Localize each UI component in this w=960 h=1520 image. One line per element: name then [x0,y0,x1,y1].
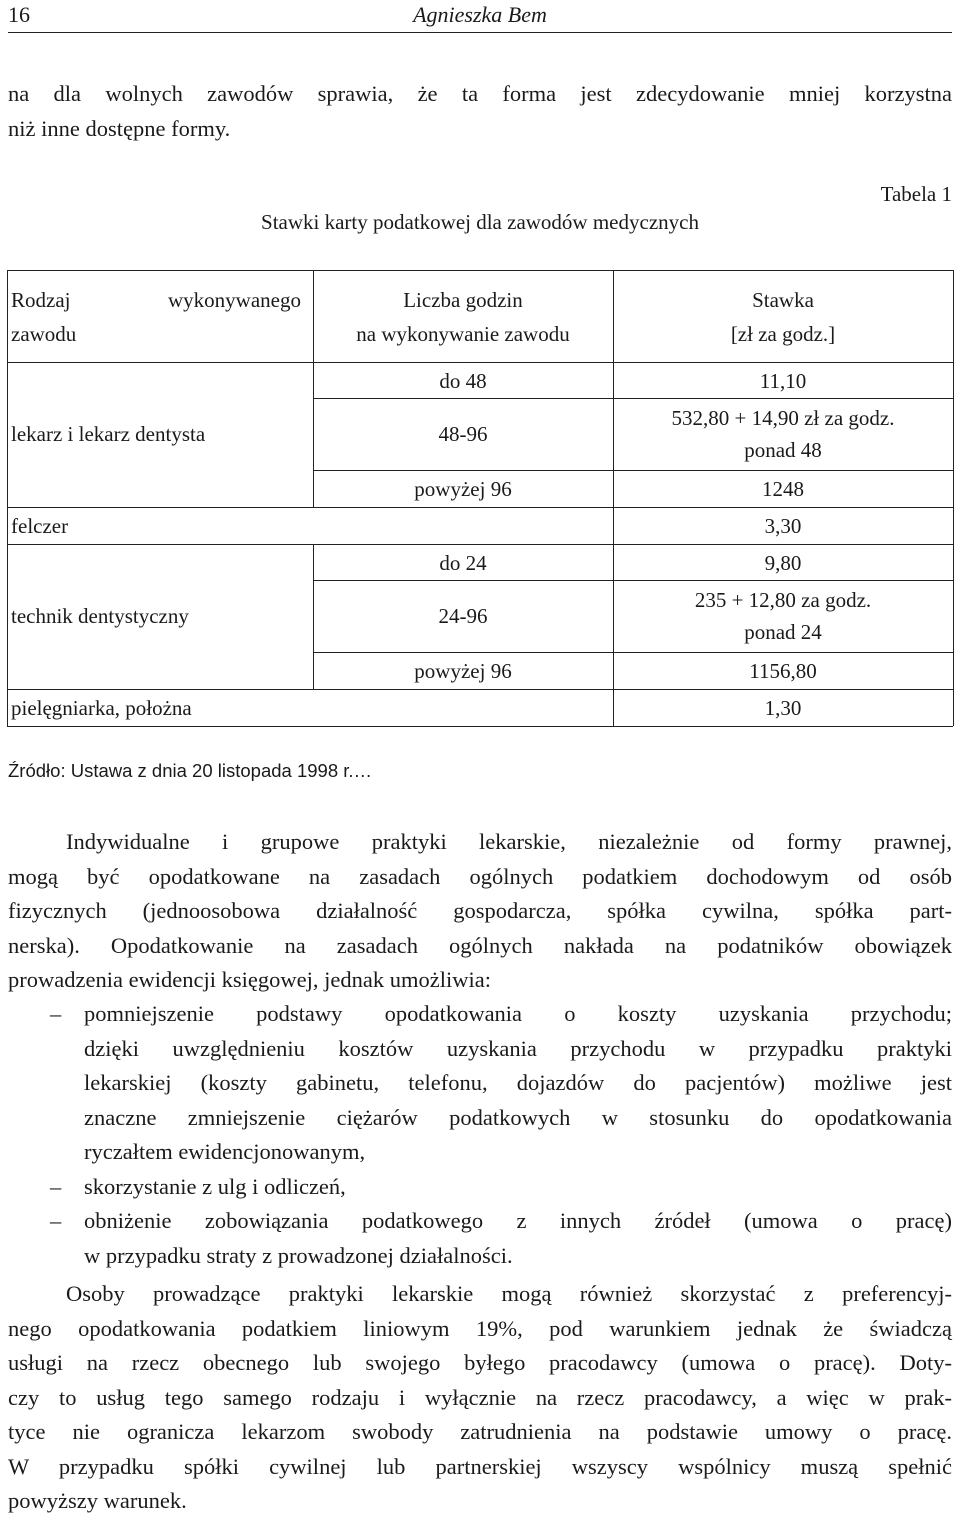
text-line: ryczałtem ewidencjonowanym, [84,1139,366,1164]
text-line: W przypadku spółki cywilnej lub partnerskiej wszyscy wspólnicy muszą spełnić [8,1453,952,1479]
list-item [8,1170,952,1205]
intro-paragraph [8,77,952,146]
rate-cell: 1156,80 [749,659,817,683]
text-line: tyce nie ogranicza lekarzom swobody zatrudnienia na podstawie umowy o pracę. [8,1419,952,1444]
rate-cell: 11,10 [759,369,807,393]
rate-cell: 235 + 12,80 za godz. ponad 24 [694,588,872,644]
rates-table [7,270,953,726]
table-rule [7,689,953,690]
dash-marker: – [50,1001,62,1026]
list-item [8,997,952,1170]
text-line: usługi na rzecz obecnego lub swojego byłego pracodawcy (umowa o pracę). Doty- [8,1350,952,1375]
text-line: lekarskiej (koszty gabinetu, telefonu, dojazdów do pacjentów) możliwe jest [84,1070,952,1095]
text-line: niż inne dostępne formy. [8,115,231,141]
hours-cell: do 24 [439,551,487,575]
body-paragraph [8,1277,952,1519]
table-source: Źródło: Ustawa z dnia 20 listopada 1998 r.… [8,760,373,781]
rate-cell: 1248 [762,477,804,501]
rate-cell: 1,30 [764,696,802,720]
body-paragraph [8,825,952,998]
bullet-list [8,997,952,1273]
hours-cell: 24-96 [438,604,488,628]
header-profession: Rodzaj wykonywanego zawodu [11,288,301,346]
text-line: skorzystanie z ulg i odliczeń, [84,1173,346,1199]
text-line: obniżenie zobowiązania podatkowego z innych źródeł (umowa o pracę) [84,1208,952,1233]
dash-marker: – [50,1208,62,1233]
table-rule [7,507,953,508]
header-rate: Stawka [zł za godz.] [730,288,836,346]
text-line: w przypadku straty z prowadzonej działalności. [84,1242,513,1268]
table-rule [313,398,953,399]
text-line: prowadzenia ewidencji księgowej, jednak umożliwia: [8,967,491,992]
row-name-lekarz: lekarz i lekarz dentysta [11,422,206,446]
table-rule [313,470,953,471]
header-hours: Liczba godzin na wykonywanie zawodu [356,288,570,346]
list-item [8,1204,952,1273]
running-author: Agnieszka Bem [413,2,547,27]
text-line: fizycznych (jednoosobowa działalność gospodarcza, spółka cywilna, spółka part- [8,898,952,923]
row-name-felczer: felczer [11,514,69,538]
text-line: znaczne zmniejszenie ciężarów podatkowych w stosunku do opodatkowania [84,1104,952,1130]
text-line: mogą być opodatkowane na zasadach ogólnych podatkiem dochodowym od osób [8,863,952,889]
dash-marker: – [50,1173,62,1199]
page-number: 16 [8,2,30,27]
text-line: na dla wolnych zawodów sprawia, że ta forma jest zdecydowanie mniej korzystna [8,81,952,106]
running-header [8,0,952,33]
rate-cell: 3,30 [764,514,802,538]
table-label: Tabela 1 [880,182,952,206]
table-rule [7,544,953,545]
table-rule [313,652,953,653]
text-line: powyższy warunek. [8,1488,187,1513]
table-rule [953,270,954,726]
table-rule [7,270,8,726]
text-line: pomniejszenie podstawy opodatkowania o koszty uzyskania przychodu; [84,1001,952,1026]
text-line: nego opodatkowania podatkiem liniowym 19%, pod warunkiem jednak że świadczą [8,1315,952,1341]
rate-cell: 9,80 [764,551,802,575]
row-name-technik: technik dentystyczny [11,604,189,628]
text-line: Indywidualne i grupowe praktyki lekarskie, niezależnie od formy prawnej, [66,829,952,854]
rate-cell: 532,80 + 14,90 zł za godz. ponad 48 [671,406,895,462]
row-name-pielegniarka: pielęgniarka, położna [11,696,192,720]
hours-cell: 48-96 [438,422,488,446]
table-rule [7,270,953,271]
table-rule [7,726,953,727]
text-line: czy to usług tego samego rodzaju i wyłącznie na rzecz pracodawcy, a więc w prak- [8,1384,952,1410]
hours-cell: powyżej 96 [414,659,512,683]
table-rule [313,580,953,581]
text-line: nerska). Opodatkowanie na zasadach ogólnych nakłada na podatników obowiązek [8,932,952,958]
table-caption: Stawki karty podatkowej dla zawodów medycznych [261,210,699,234]
text-line: dzięki uwzględnieniu kosztów uzyskania przychodu w przypadku praktyki [84,1035,952,1061]
hours-cell: powyżej 96 [414,477,512,501]
table-rule [7,362,953,363]
hours-cell: do 48 [439,369,487,393]
text-line: Osoby prowadzące praktyki lekarskie mogą również skorzystać z preferencyj- [66,1281,952,1306]
